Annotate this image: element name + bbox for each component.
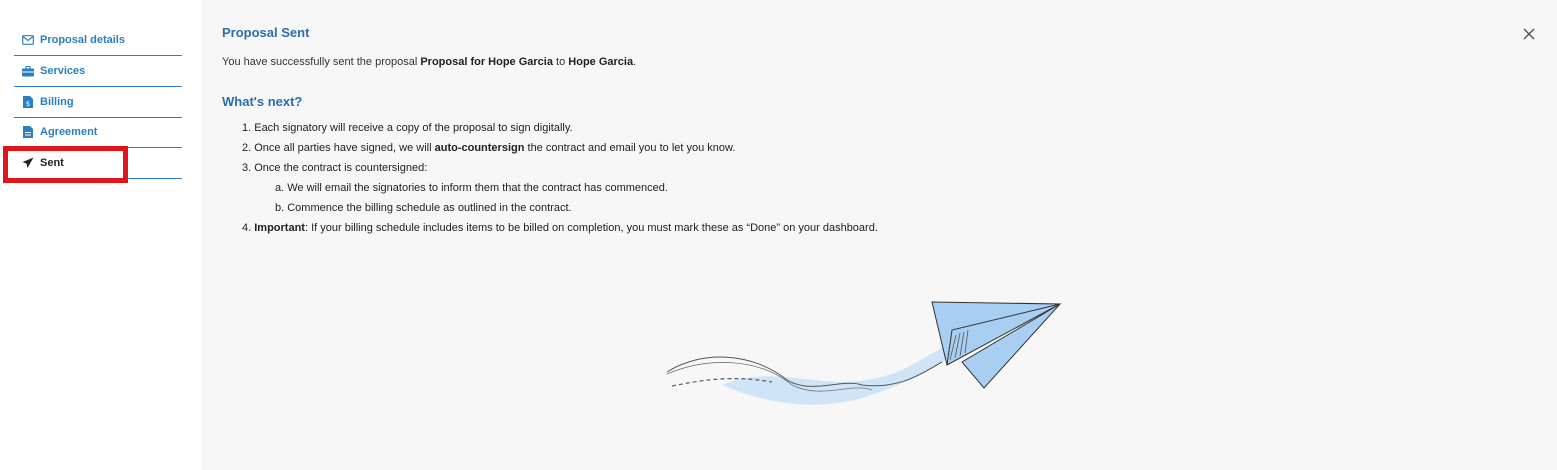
step-bold: Important [254, 222, 305, 234]
sidebar-item-label: Proposal details [40, 34, 125, 46]
sidebar-item-sent[interactable] [14, 148, 182, 179]
success-text: You have successfully sent the proposal [222, 56, 421, 68]
step-text: : If your billing schedule includes items to be billed on completion, you must mark these as “Done” on your dashboard. [304, 222, 878, 234]
next-steps-list [242, 118, 878, 238]
proposal-name: Proposal for Hope Garcia [420, 56, 553, 68]
sidebar-item-label: Agreement [40, 126, 98, 138]
svg-text:$: $ [25, 100, 31, 108]
step-3a: a. We will email the signatories to inform them that the contract has commenced. [275, 182, 668, 194]
briefcase-icon [22, 65, 34, 77]
sidebar-item-proposal-details[interactable] [14, 25, 182, 56]
recipient-name: Hope Garcia [568, 56, 634, 68]
invoice-icon [22, 96, 34, 108]
main-panel [202, 0, 1557, 470]
step-2 [242, 138, 878, 158]
sidebar-item-label: Sent [40, 157, 64, 169]
sidebar [0, 0, 202, 470]
sidebar-item-label: Services [40, 65, 86, 77]
envelope-icon [22, 34, 34, 46]
cloud-trail [722, 340, 962, 405]
sidebar-item-services[interactable] [14, 56, 182, 87]
step-3: 3. Once the contract is countersigned: [242, 162, 428, 174]
step-text: 2. Once all parties have signed, we will [242, 142, 435, 154]
page-title: Proposal Sent [222, 25, 310, 40]
close-button[interactable] [1521, 26, 1537, 42]
document-icon [22, 126, 34, 138]
success-text: . [633, 56, 637, 68]
paper-plane-illustration [662, 290, 1062, 415]
success-message [222, 56, 636, 68]
close-icon [1521, 26, 1537, 42]
step-4 [242, 218, 878, 238]
step-1: 1. Each signatory will receive a copy of the proposal to sign digitally. [242, 122, 573, 134]
sidebar-item-label: Billing [40, 96, 74, 108]
step-bold: auto-countersign [434, 142, 525, 154]
success-text: to [552, 56, 569, 68]
sidebar-item-billing[interactable] [14, 87, 182, 118]
step-3b: b. Commence the billing schedule as outlined in the contract. [275, 202, 572, 214]
step-text: 4. [242, 222, 255, 234]
paper-plane-icon [22, 157, 34, 169]
sidebar-item-agreement[interactable] [14, 117, 182, 148]
step-text: the contract and email you to let you know. [524, 142, 736, 154]
whats-next-heading: What's next? [222, 94, 303, 109]
